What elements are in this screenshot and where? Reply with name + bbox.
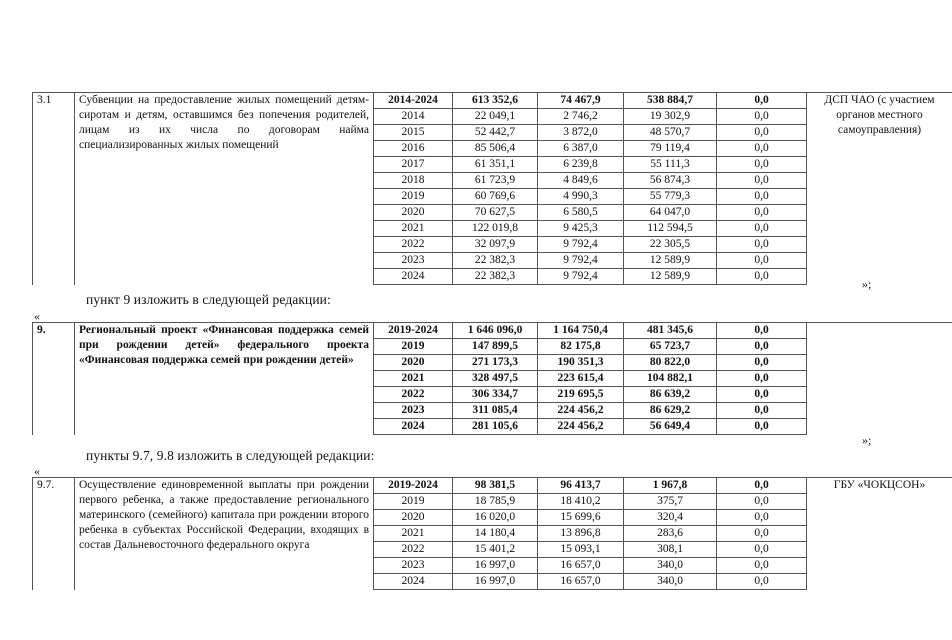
total-cell: 70 627,5 [453, 205, 538, 221]
year-cell: 2022 [374, 237, 453, 253]
regional-budget-cell: 308,1 [624, 542, 717, 558]
other-sources-cell: 0,0 [717, 542, 807, 558]
year-cell: 2018 [374, 173, 453, 189]
regional-budget-cell: 104 882,1 [624, 371, 717, 387]
federal-budget-cell: 15 093,1 [538, 542, 624, 558]
table-section-9 [32, 322, 952, 435]
other-sources-cell: 0,0 [717, 157, 807, 173]
item-name: Региональный проект «Финансовая поддержка семей при рождении детей» федерального проекта «Финансовая поддержка семей при рождении детей» [75, 323, 374, 435]
year-cell: 2021 [374, 371, 453, 387]
federal-budget-cell: 18 410,2 [538, 494, 624, 510]
other-sources-cell: 0,0 [717, 355, 807, 371]
regional-budget-cell: 481 345,6 [624, 323, 717, 339]
instruction-item-9: пункт 9 изложить в следующей редакции: [86, 292, 331, 307]
table-row [33, 478, 952, 494]
total-cell: 1 646 096,0 [453, 323, 538, 339]
year-cell: 2015 [374, 125, 453, 141]
table-section-9-7 [32, 477, 952, 590]
federal-budget-cell: 224 456,2 [538, 403, 624, 419]
opening-quote: « [34, 309, 40, 323]
regional-budget-cell: 1 967,8 [624, 478, 717, 494]
federal-budget-cell: 13 896,8 [538, 526, 624, 542]
year-cell: 2024 [374, 419, 453, 435]
federal-budget-cell: 6 239,8 [538, 157, 624, 173]
regional-budget-cell: 283,6 [624, 526, 717, 542]
regional-budget-cell: 65 723,7 [624, 339, 717, 355]
regional-budget-cell: 48 570,7 [624, 125, 717, 141]
other-sources-cell: 0,0 [717, 93, 807, 109]
federal-budget-cell: 96 413,7 [538, 478, 624, 494]
total-cell: 22 049,1 [453, 109, 538, 125]
regional-budget-cell: 19 302,9 [624, 109, 717, 125]
total-cell: 328 497,5 [453, 371, 538, 387]
year-cell: 2017 [374, 157, 453, 173]
total-cell: 32 097,9 [453, 237, 538, 253]
other-sources-cell: 0,0 [717, 125, 807, 141]
regional-budget-cell: 64 047,0 [624, 205, 717, 221]
year-cell: 2023 [374, 403, 453, 419]
total-cell: 85 506,4 [453, 141, 538, 157]
year-cell: 2023 [374, 253, 453, 269]
other-sources-cell: 0,0 [717, 419, 807, 435]
other-sources-cell: 0,0 [717, 189, 807, 205]
opening-quote: « [34, 464, 40, 478]
total-cell: 18 785,9 [453, 494, 538, 510]
federal-budget-cell: 16 657,0 [538, 574, 624, 590]
year-cell: 2019 [374, 339, 453, 355]
federal-budget-cell: 224 456,2 [538, 419, 624, 435]
year-cell: 2014 [374, 109, 453, 125]
federal-budget-cell: 2 746,2 [538, 109, 624, 125]
regional-budget-cell: 22 305,5 [624, 237, 717, 253]
total-cell: 16 020,0 [453, 510, 538, 526]
total-cell: 122 019,8 [453, 221, 538, 237]
regional-budget-cell: 340,0 [624, 574, 717, 590]
federal-budget-cell: 223 615,4 [538, 371, 624, 387]
total-cell: 613 352,6 [453, 93, 538, 109]
total-cell: 281 105,6 [453, 419, 538, 435]
federal-budget-cell: 3 872,0 [538, 125, 624, 141]
regional-budget-cell: 86 639,2 [624, 387, 717, 403]
regional-budget-cell: 56 649,4 [624, 419, 717, 435]
item-name: Субвенции на предоставление жилых помещений детям-сиротам и детям, оставшимся без попечения родителей, лицам из их числа по договорам найма специализированных жилых помещений [75, 93, 374, 285]
regional-budget-cell: 80 822,0 [624, 355, 717, 371]
other-sources-cell: 0,0 [717, 574, 807, 590]
total-cell: 16 997,0 [453, 558, 538, 574]
total-cell: 52 442,7 [453, 125, 538, 141]
total-cell: 22 382,3 [453, 269, 538, 285]
regional-budget-cell: 56 874,3 [624, 173, 717, 189]
federal-budget-cell: 6 580,5 [538, 205, 624, 221]
year-cell: 2016 [374, 141, 453, 157]
total-cell: 98 381,5 [453, 478, 538, 494]
other-sources-cell: 0,0 [717, 109, 807, 125]
year-cell: 2019 [374, 189, 453, 205]
regional-budget-cell: 340,0 [624, 558, 717, 574]
executor-cell [807, 323, 952, 435]
executor-cell: ГБУ «ЧОКЦСОН» [807, 478, 952, 590]
federal-budget-cell: 9 792,4 [538, 253, 624, 269]
table-row [33, 93, 952, 109]
total-cell: 306 334,7 [453, 387, 538, 403]
regional-budget-cell: 79 119,4 [624, 141, 717, 157]
total-cell: 14 180,4 [453, 526, 538, 542]
federal-budget-cell: 9 792,4 [538, 269, 624, 285]
other-sources-cell: 0,0 [717, 237, 807, 253]
table-section-3-1 [32, 92, 952, 285]
item-number: 9.7. [33, 478, 75, 590]
total-cell: 61 351,1 [453, 157, 538, 173]
year-cell: 2022 [374, 542, 453, 558]
other-sources-cell: 0,0 [717, 205, 807, 221]
other-sources-cell: 0,0 [717, 371, 807, 387]
total-cell: 271 173,3 [453, 355, 538, 371]
total-cell: 15 401,2 [453, 542, 538, 558]
other-sources-cell: 0,0 [717, 526, 807, 542]
federal-budget-cell: 4 990,3 [538, 189, 624, 205]
table-row [33, 323, 952, 339]
regional-budget-cell: 55 111,3 [624, 157, 717, 173]
closing-quote: »; [862, 433, 872, 447]
item-number: 9. [33, 323, 75, 435]
federal-budget-cell: 15 699,6 [538, 510, 624, 526]
federal-budget-cell: 82 175,8 [538, 339, 624, 355]
year-cell: 2022 [374, 387, 453, 403]
year-cell: 2019-2024 [374, 478, 453, 494]
total-cell: 22 382,3 [453, 253, 538, 269]
federal-budget-cell: 1 164 750,4 [538, 323, 624, 339]
other-sources-cell: 0,0 [717, 403, 807, 419]
total-cell: 311 085,4 [453, 403, 538, 419]
year-cell: 2021 [374, 526, 453, 542]
regional-budget-cell: 55 779,3 [624, 189, 717, 205]
year-cell: 2019-2024 [374, 323, 453, 339]
total-cell: 60 769,6 [453, 189, 538, 205]
item-name: Осуществление единовременной выплаты при рождении первого ребенка, а также предоставление регионального материнского (семейного) капитала при рождении второго ребенка в субъектах Российской Федерации, входящих в состав Дальневосточного федерального округа [75, 478, 374, 590]
year-cell: 2020 [374, 205, 453, 221]
regional-budget-cell: 12 589,9 [624, 253, 717, 269]
executor-cell: ДСП ЧАО (с участием органов местного самоуправления) [807, 93, 952, 285]
other-sources-cell: 0,0 [717, 323, 807, 339]
year-cell: 2020 [374, 355, 453, 371]
federal-budget-cell: 16 657,0 [538, 558, 624, 574]
regional-budget-cell: 86 629,2 [624, 403, 717, 419]
year-cell: 2021 [374, 221, 453, 237]
federal-budget-cell: 190 351,3 [538, 355, 624, 371]
total-cell: 147 899,5 [453, 339, 538, 355]
total-cell: 61 723,9 [453, 173, 538, 189]
other-sources-cell: 0,0 [717, 494, 807, 510]
regional-budget-cell: 375,7 [624, 494, 717, 510]
year-cell: 2019 [374, 494, 453, 510]
total-cell: 16 997,0 [453, 574, 538, 590]
other-sources-cell: 0,0 [717, 269, 807, 285]
regional-budget-cell: 112 594,5 [624, 221, 717, 237]
closing-quote: »; [862, 277, 872, 291]
item-number: 3.1 [33, 93, 75, 285]
federal-budget-cell: 74 467,9 [538, 93, 624, 109]
federal-budget-cell: 4 849,6 [538, 173, 624, 189]
other-sources-cell: 0,0 [717, 141, 807, 157]
regional-budget-cell: 12 589,9 [624, 269, 717, 285]
year-cell: 2024 [374, 269, 453, 285]
other-sources-cell: 0,0 [717, 339, 807, 355]
regional-budget-cell: 538 884,7 [624, 93, 717, 109]
regional-budget-cell: 320,4 [624, 510, 717, 526]
instruction-items-9-7-9-8: пункты 9.7, 9.8 изложить в следующей редакции: [86, 448, 375, 463]
federal-budget-cell: 9 425,3 [538, 221, 624, 237]
year-cell: 2024 [374, 574, 453, 590]
federal-budget-cell: 6 387,0 [538, 141, 624, 157]
other-sources-cell: 0,0 [717, 558, 807, 574]
other-sources-cell: 0,0 [717, 253, 807, 269]
other-sources-cell: 0,0 [717, 510, 807, 526]
year-cell: 2014-2024 [374, 93, 453, 109]
year-cell: 2023 [374, 558, 453, 574]
federal-budget-cell: 9 792,4 [538, 237, 624, 253]
year-cell: 2020 [374, 510, 453, 526]
other-sources-cell: 0,0 [717, 221, 807, 237]
other-sources-cell: 0,0 [717, 173, 807, 189]
federal-budget-cell: 219 695,5 [538, 387, 624, 403]
other-sources-cell: 0,0 [717, 387, 807, 403]
other-sources-cell: 0,0 [717, 478, 807, 494]
